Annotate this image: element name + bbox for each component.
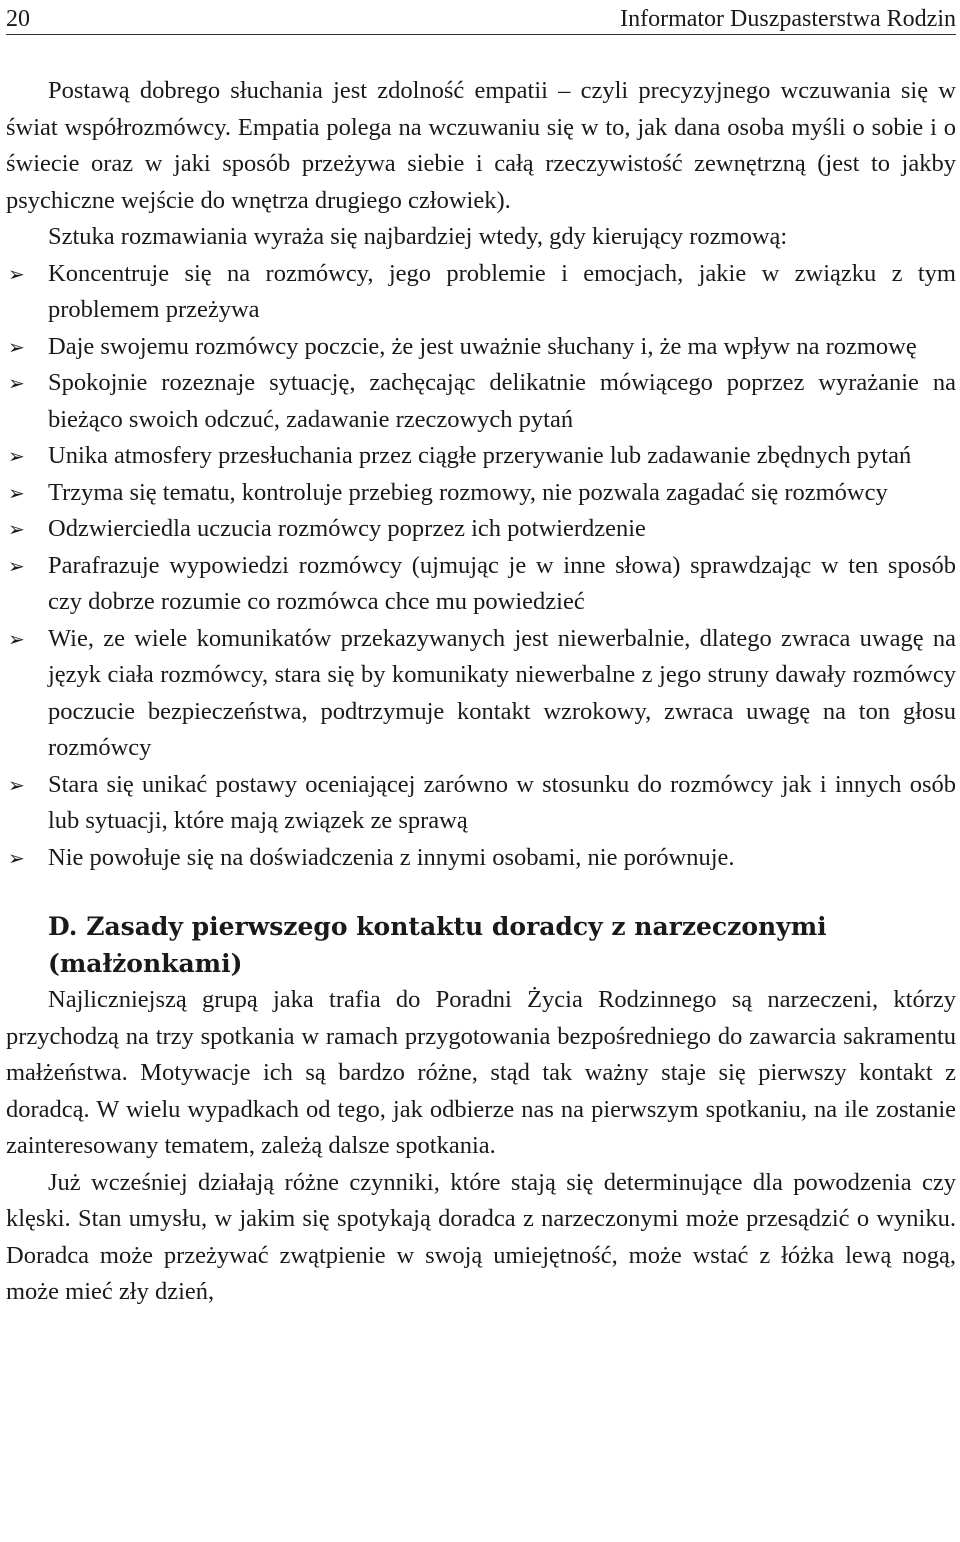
list-item-text: Parafrazuje wypowiedzi rozmówcy (ujmując je w inne słowa) sprawdzając w ten sposób czy dobrze rozumie co rozmówca chce mu powiedzieć	[48, 551, 956, 615]
arrowhead-bullet-icon: ➢	[8, 334, 25, 359]
arrowhead-bullet-icon: ➢	[8, 553, 25, 578]
arrowhead-bullet-icon: ➢	[8, 444, 25, 468]
list-item	[6, 256, 956, 329]
arrowhead-bullet-icon: ➢	[8, 772, 25, 797]
list-item-text: Nie powołuje się na doświadczenia z innymi osobami, nie porównuje.	[48, 843, 735, 871]
arrowhead-bullet-icon: ➢	[8, 480, 25, 505]
list-item	[6, 511, 956, 548]
section-paragraph-factors: Już wcześniej działają różne czynniki, które stają się determinujące dla powodzenia czy klęski. Stan umysłu, w jakim się spotykają doradca z narzeczonymi może przesądzić o wyniku. Doradca może przeżywać zwątpienie w swoją umiejętność, może wstać z łóżka lewą nogą, może mieć zły dzień,	[6, 1168, 956, 1305]
page-header	[6, 0, 956, 35]
list-item-text: Koncentruje się na rozmówcy, jego problemie i emocjach, jakie w związku z tym problemem przeżywa	[48, 259, 956, 323]
list-item-text: Spokojnie rozeznaje sytuację, zachęcając delikatnie mówiącego poprzez wyrażanie na bieżąco swoich odczuć, zadawanie rzeczowych pytań	[48, 369, 956, 433]
list-item	[6, 329, 956, 366]
arrowhead-bullet-icon: ➢	[8, 845, 25, 870]
list-item-text: Unika atmosfery przesłuchania przez ciągłe przerywanie lub zadawanie zbędnych pytań	[48, 442, 912, 469]
arrowhead-bullet-icon: ➢	[8, 517, 25, 541]
list-item-text: Daje swojemu rozmówcy poczcie, że jest uważnie słuchany i, że ma wpływ na rozmowę	[48, 332, 917, 360]
document-page	[6, 0, 956, 1311]
list-item	[6, 621, 956, 767]
list-item	[6, 548, 956, 621]
running-title: Informator Duszpasterstwa Rodzin	[620, 6, 956, 32]
list-item	[6, 840, 956, 877]
intro-paragraph-conversation: Sztuka rozmawiania wyraża się najbardziej wtedy, gdy kierujący rozmową:	[48, 223, 788, 250]
page-number: 20	[6, 6, 30, 32]
list-item-text: Stara się unikać postawy oceniającej zarówno w stosunku do rozmówcy jak i innych osób lub sytuacji, które mają związek ze sprawą	[48, 770, 956, 834]
arrowhead-bullet-icon: ➢	[8, 626, 25, 651]
list-item	[6, 365, 956, 438]
list-item	[6, 438, 956, 475]
list-item-text: Wie, ze wiele komunikatów przekazywanych jest niewerbalnie, dlatego zwraca uwagę na język ciała rozmówcy, stara się by komunikaty niewerbalne z jego struny dawały rozmówcy poczucie bezpieczeństwa, podtrzymuje kontakt wzrokowy, zwraca uwagę na ton głosu rozmówcy	[48, 624, 956, 761]
list-item-text: Odzwierciedla uczucia rozmówcy poprzez ich potwierdzenie	[48, 515, 646, 542]
arrowhead-bullet-icon: ➢	[8, 371, 25, 395]
conversation-rules-list	[6, 256, 956, 877]
arrowhead-bullet-icon: ➢	[8, 261, 25, 286]
intro-paragraph-empathy: Postawą dobrego słuchania jest zdolność empatii – czyli precyzyjnego wczuwania się w świat współrozmówcy. Empatia polega na wczuwaniu się w to, jak dana osoba myśli o sobie i o świecie oraz w jaki sposób przeżywa siebie i całą rzeczywistość zewnętrzną (jest to jakby psychiczne wejście do wnętrza drugiego człowiek).	[6, 77, 956, 214]
section-heading: D. Zasady pierwszego kontaktu doradcy z narzeczonymi (małżonkami)	[48, 912, 827, 978]
list-item	[6, 767, 956, 840]
section-paragraph-fiances: Najliczniejszą grupą jaka trafia do Poradni Życia Rodzinnego są narzeczeni, którzy przychodzą na trzy spotkania w ramach przygotowania bezpośredniego do zawarcia sakramentu małżeństwa. Motywacje ich są bardzo różne, stąd tak ważny staje się pierwszy kontakt z doradcą. W wielu wypadkach od tego, jak odbierze nas na pierwszym spotkaniu, na ile zostanie zainteresowany tematem, zależą dalsze spotkania.	[6, 986, 956, 1159]
page-body	[6, 73, 956, 1311]
list-item-text: Trzyma się tematu, kontroluje przebieg rozmowy, nie pozwala zagadać się rozmówcy	[48, 478, 888, 506]
list-item	[6, 475, 956, 512]
